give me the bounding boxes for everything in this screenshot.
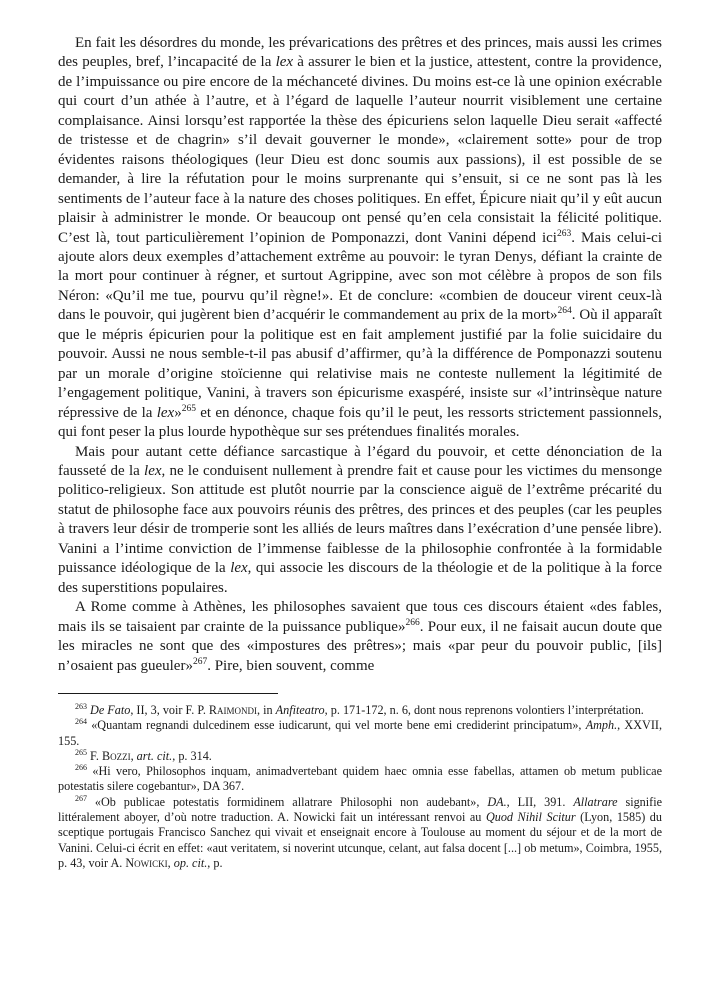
- footnote-separator: [58, 693, 278, 694]
- paragraph: [58, 34, 662, 443]
- italic-text: Anfiteatro: [275, 702, 325, 717]
- italic-text: lex: [156, 404, 175, 421]
- text-run: , qui associe les discours de la théologie et de la politique à la force des superstitions populaires.: [58, 560, 662, 596]
- note-reference: 265: [181, 403, 196, 414]
- author-name: Raimondi: [208, 702, 258, 717]
- text-run: . Mais celui-ci ajoute alors deux exemples d’attachement extrême au pouvoir: le tyran Denys, défiant la crainte de la mort pour continuer à régner, et surtout Agrippine, avec son mot célèbre à propos de son fils Néron: «Qu’il me tue, pourvu qu’il règne!». Et de conclure: «combien de douceur virent ceux-là dans le pouvoir, qui jugèrent bien d’acquérir le commandement au prix de la mort»: [58, 229, 662, 324]
- text-run: F.: [87, 748, 102, 763]
- footnote: [58, 795, 662, 871]
- note-reference: 264: [75, 717, 87, 727]
- italic-text: De Fato: [90, 702, 131, 717]
- paragraph: [58, 443, 662, 599]
- italic-text: lex: [275, 54, 294, 71]
- italic-text: art. cit.: [136, 748, 173, 763]
- text-run: à assurer le bien et la justice, attestent, contre la providence, de l’impuissance ou pire encore de la méchanceté divines. Du moins est-ce là une opinion exécrable qui court d’un athée à l’autre, et à l’égard de laquelle l’auteur nourrit visiblement une certaine complaisance. Ainsi lorsqu’est rapportée la thèse des épicuriens selon laquelle Dieu serait «affecté de tristesse et de chagrin» s’il devait gouverner le monde», «clairement sotte» pour de trop évidentes raisons théologiques (leur Dieu est donc soumis aux passions), il est possible de se demander, à lire la réfutation pour le moins surprenante qui s’ensuit, si ce ne sont pas là les sentiments de l’auteur face à la nature des choses politiques. En effet, Épicure niait qu’il y eût aucun plaisir à administrer le monde. Or beaucoup ont pensé qu’en cela consistait la félicité politique. C’est là, tout particulièrement l’opinion de Pomponazzi, dont Vanini dépend ici: [58, 54, 663, 246]
- italic-text: Amph.: [585, 718, 618, 733]
- text-run: En fait les désordres du monde, les prévarications des prêtres et des princes, mais aussi les crimes des peuples, bref, l’incapacité de la: [58, 35, 662, 71]
- note-reference: 263: [556, 228, 572, 239]
- footnote: [58, 764, 662, 795]
- italic-text: DA.: [487, 794, 507, 809]
- body-text: [58, 34, 662, 676]
- text-run: , p.: [207, 855, 223, 870]
- note-reference: 263: [75, 701, 87, 711]
- text-run: »: [174, 404, 182, 421]
- author-name: Nowicki: [125, 855, 168, 870]
- author-name: Bozzi: [101, 748, 131, 763]
- note-reference: 267: [192, 656, 208, 667]
- italic-text: Quod Nihil Scitur: [485, 810, 576, 825]
- italic-text: lex: [230, 560, 248, 577]
- note-reference: 265: [75, 747, 87, 757]
- note-reference: 266: [405, 617, 420, 628]
- footnote: [58, 703, 662, 718]
- text-run: , XXVII, 155.: [58, 718, 662, 748]
- italic-text: op. cit.: [173, 855, 208, 870]
- text-run: . Pire, bien souvent, comme: [207, 657, 375, 674]
- text-run: «Ob publicae potestatis formidinem allatrare Philosophi non audebant»,: [87, 794, 488, 809]
- text-run: et en dénonce, chaque fois qu’il le peut, les ressorts strictement passionnels, qui font peser la plus lourde hypothèque sur ses prétendues finalités morales.: [58, 404, 662, 441]
- note-reference: 266: [75, 763, 87, 773]
- paragraph: [58, 598, 662, 676]
- text-run: «Hi vero, Philosophos inquam, animadvertebant quidem haec omnia esse fabellas, attamen ob metum publicae potestatis silere cogebantur», DA 367.: [58, 764, 662, 794]
- note-reference: 264: [557, 306, 572, 317]
- text-run: «Quantam regnandi dulcedinem esse iudicarunt, qui vel morte bene emi crediderint principatum»,: [87, 718, 586, 733]
- text-run: signifie littéralement aboyer, d’où notre traduction. A. Nowicki fait un intéressant renvoi au: [58, 794, 663, 825]
- text-run: . Où il apparaît que le mépris épicurien pour la politique est en fait amplement justifié par la folie suicidaire du pouvoir. Aussi ne nous semble-t-il pas abusif d’affirmer, qu’à la différence de Pomponazzi soutenu par un morale d’origine stoïcienne qui relativise mais ne conteste nullement la légitimité de l’engagement politique, Vanini, à travers son épicurisme exaspéré, insiste sur «l’intrinsèque nature répressive de la: [58, 307, 662, 421]
- text-run: , II, 3, voir F. P.: [130, 702, 209, 717]
- footnote: [58, 749, 662, 764]
- text-run: ,: [167, 855, 174, 870]
- text-run: , p. 171-172, n. 6, dont nous reprenons volontiers l’interprétation.: [324, 702, 644, 717]
- text-run: (Lyon, 1585) du sceptique portugais Francisco Sanchez qui vivait et enseignait encore à Toulouse au moment du séjour et de la mort de Vanini. Celui-ci écrit en effet: «aut veritatem, si noverint utcunque, celant, aut falsa docent [...] ob metum», Coimbra, 1955, p. 43, voir A.: [58, 810, 662, 870]
- text-run: , ne le conduisent nullement à prendre fait et cause pour les victimes du mensonge politico-religieux. Son attitude est plutôt nourrie par la conscience aiguë de l’extrême précarité du statut de philosophe face aux pouvoirs réunis des prêtres, des princes et des peuples (car les peuples à travers leur désir de tromperie sont les alliés de leurs maîtres dans l’exécration d’une pensée libre). Vanini a l’intime conviction de l’immense faiblesse de la philosophie confrontée à la formidable puissance idéologique de la: [58, 462, 663, 577]
- footnotes: [58, 703, 662, 871]
- italic-text: Allatrare: [573, 794, 618, 809]
- text-run: . Pour eux, il ne faisait aucun doute que les miracles ne sont que des «impostures des prêtres»; mais «par peur du pouvoir public, [ils] n’osaient pas gueuler»: [58, 618, 663, 674]
- note-reference: 267: [75, 793, 87, 803]
- text-run: , LII, 391.: [506, 794, 574, 809]
- text-run: ,: [130, 748, 137, 763]
- text-run: A Rome comme à Athènes, les philosophes savaient que tous ces discours étaient «des fables, mais ils se taisaient par crainte de la puissance publique»: [58, 599, 662, 635]
- text-run: Mais pour autant cette défiance sarcastique à l’égard du pouvoir, et cette dénonciation de la fausseté de la: [58, 443, 662, 479]
- text-run: , in: [257, 702, 276, 717]
- footnote: [58, 718, 662, 749]
- italic-text: lex: [144, 462, 162, 479]
- text-run: , p. 314.: [172, 748, 212, 763]
